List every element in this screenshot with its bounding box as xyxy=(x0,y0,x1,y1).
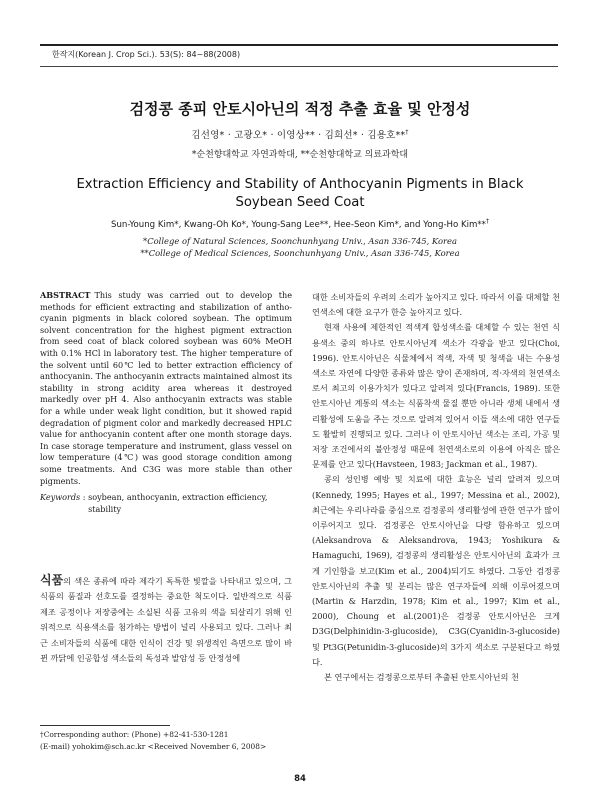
journal-header-bar xyxy=(40,44,558,67)
dropcap: 식품 xyxy=(40,573,64,587)
abstract xyxy=(40,290,292,487)
body-left-column xyxy=(40,573,292,666)
footnote-divider xyxy=(40,725,170,726)
abstract-label: ABSTRACT xyxy=(40,290,91,300)
abstract-text: This study was carried out to develop the methods for efficient extracting and stabilization of antho-cyanin pigments in black colored soybean. The optimum solvent concentration for the highest pigment extraction from seed coat of black colored soybean was 60% MeOH with 0.1% HCl in laboratory test. The higher temperature of the solvent until 60℃ led to better extraction efficiency of anthocyanin. The anthocyanin extracts maintained almost its stability in strong acidity area whereas it destroyed markedly over pH 4. Also anthocyanin extracts was stable for a while under weak light condition, but it showed rapid degradation of pigment color and markedly decreased HPLC value for anthocyanin content after one month storage days. In case storage temperature and instrument, glass vessel on low temperature (4℃) was good storage condition among some treatments. And C3G was more stable than other pigments. xyxy=(40,290,292,486)
corresponding-mark-en: † xyxy=(485,218,489,225)
body-left-text: 의 색은 종류에 따라 제각기 독특한 빛깔을 나타내고 있으며, 그 식품의 품질과 선호도를 결정하는 중요한 척도이다. 일반적으로 식품 제조 공정이나 저장중에는 소실된 식품 고유의 색을 되살리기 위해 인위적으로 식용색소를 첨가하는 방법이 널리 사용되고 있다. 그러나 최근 소비자들의 식품에 대한 인식이 건강 및 위생적인 측면으로 많이 바뀐 까닭에 인공합성 색소들의 독성과 발암성 등 안정성에 xyxy=(40,576,292,664)
keywords-label: Keywords xyxy=(40,492,81,502)
body-right-paragraph-1: 대한 소비자들의 우려의 소리가 높아지고 있다. 따라서 이를 대체할 천연색소에 대한 요구가 한층 높아지고 있다. xyxy=(312,292,560,318)
korean-affiliation: *순천향대학교 자연과학대, **순천향대학교 의료과학대 xyxy=(191,150,409,160)
english-author-list: Sun-Young Kim*, Kwang-Oh Ko*, Young-Sang Lee**, Hee-Seon Kim*, and Yong-Ho Kim** xyxy=(111,219,486,230)
keywords-text: soybean, anthocyanin, extraction efficiency, stability xyxy=(88,492,268,514)
body-right-paragraph-2: 현재 사용에 제한적인 적색계 합성색소를 대체할 수 있는 천연 식용색소 중의 하나로 안토시아닌계 색소가 각광을 받고 있다(Choi, 1996). 안토시아닌은 식물체에서 적색, 자색 및 청색을 내는 수용성 색소로 자연에 다양한 종류와 많은 양이 존재하며, 적·자색의 천연색소로서 최고의 이용가치가 있다고 알려져 있다(Francis, 1989). 또한 안토시아닌 계통의 색소는 식품착색 물질 뿐만 아니라 생체 내에서 생리활성에 도움을 주는 것으로 알려져 있어서 이들 색소에 대한 연구들도 활발히 진행되고 있다. 그러나 이 안토시아닌 색소는 조리, 가공 및 저장 조건에서의 불안정성 때문에 천연색소로의 이용에 아직은 많은 문제를 안고 있다(Havsteen, 1983; Jackman et al., 1987). xyxy=(312,322,560,470)
keywords: Keywords : soybean, anthocyanin, extraction efficiency, stability xyxy=(40,492,292,515)
english-affiliation-1: *College of Natural Sciences, Soonchunhyang Univ., Asan 336-745, Korea xyxy=(143,236,457,246)
footnote-phone: †Corresponding author: (Phone) +82-41-530-1281 xyxy=(40,730,229,739)
korean-author-list: 김선영* · 고광오* · 이영상** · 김희선* · 김용호** xyxy=(191,130,406,141)
footnote xyxy=(40,729,300,753)
english-affiliation-2: **College of Medical Sciences, Soonchunhyang Univ., Asan 336-745, Korea xyxy=(140,248,460,258)
korean-authors xyxy=(0,127,600,141)
english-title: Extraction Efficiency and Stability of Anthocyanin Pigments in Black Soybean Seed Coat xyxy=(76,177,524,210)
abstract-section xyxy=(40,290,292,487)
journal-reference: 한작지(Korean J. Crop Sci.). 53(S): 84~88(2008) xyxy=(52,50,241,59)
body-right-column xyxy=(312,290,560,685)
body-left-paragraph xyxy=(40,573,292,666)
footnote-email: (E-mail) yohokim@sch.ac.kr <Received November 6, 2008> xyxy=(40,742,267,751)
korean-title: 검정콩 종피 안토시아닌의 적정 추출 효율 및 안정성 xyxy=(129,100,471,118)
english-authors xyxy=(0,218,600,230)
body-right-paragraph-4: 본 연구에서는 검정콩으로부터 추출된 안토시아닌의 천 xyxy=(324,672,519,683)
body-right-paragraph-3: 콩의 성인병 예방 및 치료에 대한 효능은 널리 알려져 있으며(Kennedy, 1995; Hayes et al., 1997; Messina et al., 2002), 최근에는 우리나라를 중심으로 검정콩의 생리활성에 관한 연구가 많이 이루어지고 있다. 검정콩은 안토시아닌을 다량 함유하고 있으며(Aleksandrova & Aleksandrova, 1943; Yoshikura & Hamaguchi, 1969), 검정콩의 생리활성은 안토시아닌의 효과가 크게 기인함을 보고(Kim et al., 2004)되기도 하였다. 그동안 검정콩 안토시아닌의 추출 및 분리는 많은 연구자들에 의해 이루어졌으며(Martin & Harzdin, 1978; Kim et al., 1997; Kim et al., 2000), Choung et al.(2001)은 검정콩 안토시아닌은 크게 D3G(Delphinidin-3-glucoside), C3G(Cyanidin-3-glucoside) 및 Pt3G(Petunidin-3-glucoside)의 3가지 색소로 구분된다고 하였다. xyxy=(312,474,560,667)
page-number: 84 xyxy=(294,774,306,784)
corresponding-mark: † xyxy=(405,128,409,136)
